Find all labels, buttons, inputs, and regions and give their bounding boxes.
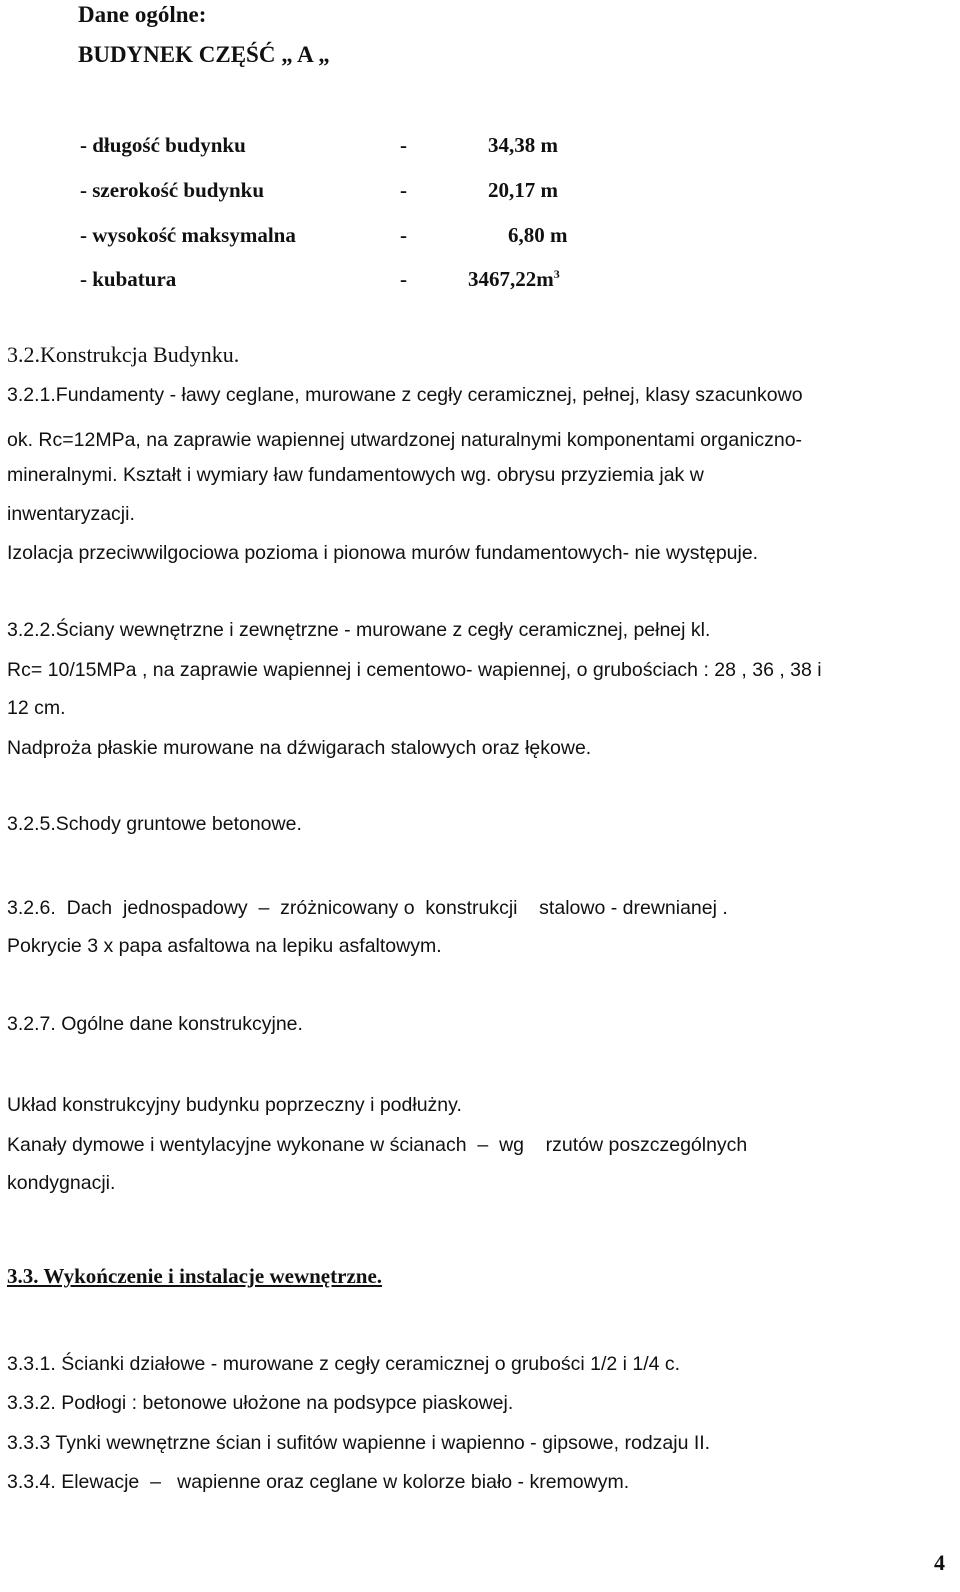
dimension-label: - kubatura <box>80 267 177 291</box>
dimension-dash: - <box>400 133 407 157</box>
paragraph-line: kondygnacji. <box>7 1172 116 1194</box>
volume-value: 3467,22m <box>468 267 554 291</box>
paragraph-line: 3.2.6. Dach jednospadowy – zróżnicowany o konstrukcji stalowo - drewnianej . <box>7 897 728 919</box>
dimension-dash: - <box>400 267 407 291</box>
paragraph-line: Nadproża płaskie murowane na dźwigarach stalowych oraz łękowe. <box>7 737 592 759</box>
paragraph-line: Pokrycie 3 x papa asfaltowa na lepiku asfaltowym. <box>7 935 442 957</box>
paragraph-line: Układ konstrukcyjny budynku poprzeczny i podłużny. <box>7 1094 462 1116</box>
dimension-value <box>468 267 560 292</box>
dimension-value: 6,80 m <box>508 223 568 247</box>
volume-exponent: 3 <box>553 267 560 281</box>
list-item: 3.3.4. Elewacje – wapienne oraz ceglane w kolorze biało - kremowym. <box>7 1471 630 1493</box>
dimension-dash: - <box>400 223 407 247</box>
dimension-label: - szerokość budynku <box>80 178 264 202</box>
dimension-value: 20,17 m <box>488 178 558 202</box>
dimension-label: - długość budynku <box>80 133 246 157</box>
paragraph-line: inwentaryzacji. <box>7 503 135 525</box>
paragraph-line: ok. Rc=12MPa, na zaprawie wapiennej utwardzonej naturalnymi komponentami organiczno- <box>7 429 803 451</box>
page-number: 4 <box>934 1550 945 1575</box>
paragraph-line: Kanały dymowe i wentylacyjne wykonane w ścianach – wg rzutów poszczególnych <box>7 1134 748 1156</box>
paragraph-line: 3.2.5.Schody gruntowe betonowe. <box>7 813 302 835</box>
list-item: 3.3.2. Podłogi : betonowe ułożone na podsypce piaskowej. <box>7 1392 514 1414</box>
paragraph-line: Izolacja przeciwwilgociowa pozioma i pionowa murów fundamentowych- nie występuje. <box>7 542 759 564</box>
dimension-value: 34,38 m <box>488 133 558 157</box>
list-item: 3.3.3 Tynki wewnętrzne ścian i sufitów wapienne i wapienno - gipsowe, rodzaju II. <box>7 1432 711 1454</box>
dimension-dash: - <box>400 178 407 202</box>
dimension-label: - wysokość maksymalna <box>80 223 296 247</box>
paragraph-line: 12 cm. <box>7 697 66 719</box>
paragraph-line: mineralnymi. Kształt i wymiary ław fundamentowych wg. obrysu przyziemia jak w <box>7 464 704 486</box>
paragraph-line: 3.2.2.Ściany wewnętrzne i zewnętrzne - murowane z cegły ceramicznej, pełnej kl. <box>7 619 711 641</box>
section-title: 3.3. Wykończenie i instalacje wewnętrzne. <box>7 1264 383 1288</box>
general-data-heading: Dane ogólne: <box>78 2 207 27</box>
paragraph-line: Rc= 10/15MPa , na zaprawie wapiennej i cementowo- wapiennej, o grubościach : 28 , 36 , 38 i <box>7 659 822 681</box>
building-part-heading: BUDYNEK CZĘŚĆ „ A „ <box>78 42 330 67</box>
paragraph-line: 3.2.7. Ogólne dane konstrukcyjne. <box>7 1013 303 1035</box>
section-title: 3.2.Konstrukcja Budynku. <box>7 342 240 367</box>
list-item: 3.3.1. Ścianki działowe - murowane z cegły ceramicznej o grubości 1/2 i 1/4 c. <box>7 1353 681 1375</box>
paragraph-line: 3.2.1.Fundamenty - ławy ceglane, murowane z cegły ceramicznej, pełnej, klasy szacunkowo <box>7 384 803 406</box>
